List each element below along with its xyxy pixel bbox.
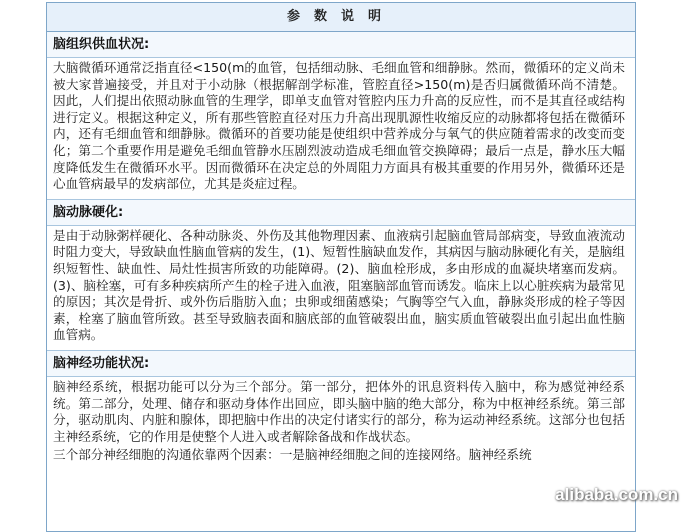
section-title: 脑动脉硬化:: [47, 200, 635, 226]
section-cranial-nerve-function: [47, 351, 635, 470]
section-cerebral-arteriosclerosis: [47, 200, 635, 351]
parameter-description-panel: [46, 2, 636, 532]
panel-header-title: 参数说明: [47, 3, 635, 32]
section-paragraph: 脑神经系统，根据功能可以分为三个部分。第一部分，把体外的讯息资料传入脑中，称为感觉神经系统。第二部分，处理、储存和驱动身体作出回应，即头脑中脑的绝大部分，称为中枢神经系统。第三部分，驱动肌肉、内脏和腺体，即把脑中作出的决定付诸实行的部分，称为运动神经系统。这部分也包括主神经系统，它的作用是使整个人进入或者解除备战和作战状态。: [53, 378, 625, 444]
section-brain-blood-supply: [47, 32, 635, 200]
section-title: 脑神经功能状况:: [47, 351, 635, 377]
section-paragraph: 三个部分神经细胞的沟通依靠两个因素：一是脑神经细胞之间的连接网络。脑神经系统: [53, 447, 532, 463]
section-paragraph: 是由于动脉粥样硬化、各种动脉炎、外伤及其他物理因素、血液病引起脑血管局部病变，导致血液流动时阻力变大，导致缺血性脑血管病的发生，(1)、短暂性脑缺血发作，其病因与脑动脉硬化有关，是脑组织短暂性、缺血性、局灶性损害所致的功能障碍。(2)、脑血栓形成，多由形成的血凝块堵塞而发病。(3)、脑栓塞，可有多种疾病所产生的栓子进入血液，阻塞脑部血管而诱发。临床上以心脏疾病为最常见的原因；其次是骨折、或外伤后脂肪入血；虫卵或细菌感染；气胸等空气入血，静脉炎形成的栓子等因素，栓塞了脑血管所致。甚至导致脑表面和脑底部的血管破裂出血，脑实质血管破裂出血引起出血性脑血管病。: [53, 227, 625, 343]
section-body: [47, 377, 635, 470]
section-body: [47, 58, 635, 200]
section-body: [47, 226, 635, 351]
section-paragraph: 大脑微循环通常泛指直径<150(m的血管，包括细动脉、毛细血管和细静脉。然而，微循环的定义尚未被大家普遍接受，并且对于小动脉（根据解剖学标准，管腔直径>150(m)是否归属微循环尚不清楚。因此，人们提出依照动脉血管的生理学，即单支血管对管腔内压力升高的反应性，而不是其直径或结构进行定义。根据这种定义，所有那些管腔直径对压力升高出现肌源性收缩反应的动脉都将包括在微循环内，还有毛细血管和细静脉。微循环的首要功能是使组织中营养成分与氧气的供应随着需求的改变而变化；第二个重要作用是避免毛细血管静水压剧烈波动造成毛细血管交换障碍；最后一点是，静水压大幅度降低发生在微循环水平。因而微循环在决定总的外周阻力方面具有极其重要的作用另外，微循环还是心血管病最早的发病部位，尤其是炎症过程。: [53, 60, 625, 192]
section-title: 脑组织供血状况:: [47, 32, 635, 58]
alibaba-watermark: alibaba.com.cn: [555, 485, 678, 504]
